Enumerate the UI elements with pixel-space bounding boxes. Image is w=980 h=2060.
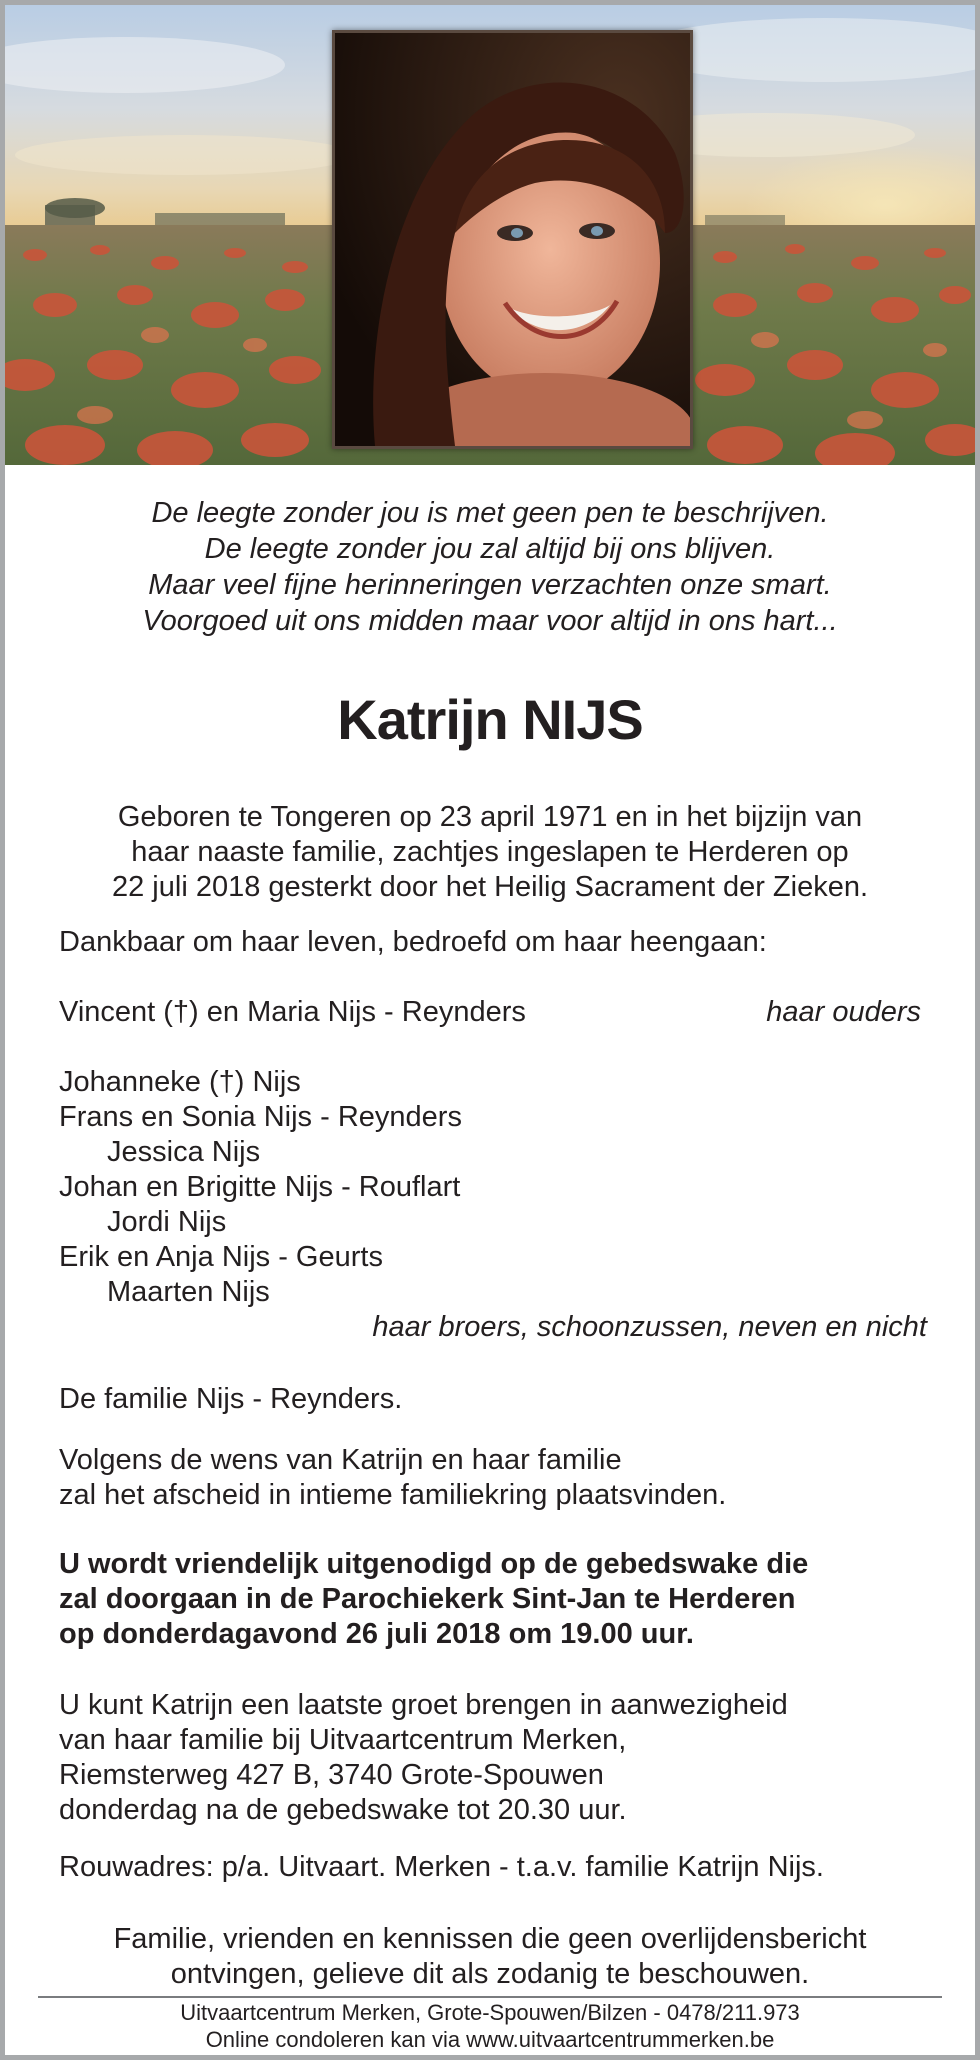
family-line: De familie Nijs - Reynders. xyxy=(59,1383,403,1415)
siblings-relation: haar broers, schoonzussen, neven en nicht xyxy=(372,1311,927,1343)
footer-divider xyxy=(38,1996,942,1998)
visitation-line: Riemsterweg 427 B, 3740 Grote-Spouwen xyxy=(59,1759,604,1791)
sibling-line: Johan en Brigitte Nijs - Rouflart xyxy=(59,1171,461,1203)
poppy-field-header-image xyxy=(5,5,975,465)
poem-line: Voorgoed uit ons midden maar voor altijd in ons hart... xyxy=(142,605,838,637)
birth-death-statement xyxy=(5,800,975,905)
siblings-section xyxy=(59,1065,929,1345)
gratitude-intro: Dankbaar om haar leven, bedroefd om haar heengaan: xyxy=(59,926,767,958)
sibling-child-line: Jessica Nijs xyxy=(107,1136,261,1168)
funeral-home-footer xyxy=(5,1999,975,2053)
wish-line: Volgens de wens van Katrijn en haar familie xyxy=(59,1444,622,1476)
statement-line: haar naaste familie, zachtjes ingeslapen te Herderen op xyxy=(131,836,849,868)
invitation-line: zal doorgaan in de Parochiekerk Sint-Jan te Herderen xyxy=(59,1583,796,1615)
statement-line: 22 juli 2018 gesterkt door het Heilig Sacrament der Zieken. xyxy=(111,871,869,903)
vigil-invitation xyxy=(59,1547,929,1652)
closing-line: Familie, vrienden en kennissen die geen overlijdensbericht xyxy=(113,1923,867,1955)
poem-line: De leegte zonder jou is met geen pen te beschrijven. xyxy=(151,497,829,529)
poem-line: De leegte zonder jou zal altijd bij ons blijven. xyxy=(204,533,776,565)
sibling-line: Erik en Anja Nijs - Geurts xyxy=(59,1241,383,1273)
visitation-line: U kunt Katrijn een laatste groet brengen in aanwezigheid xyxy=(59,1689,788,1721)
poem-line: Maar veel fijne herinneringen verzachten onze smart. xyxy=(148,569,832,601)
funeral-home-contact: Uitvaartcentrum Merken, Grote-Spouwen/Bilzen - 0478/211.973 xyxy=(180,2000,800,2025)
statement-line: Geboren te Tongeren op 23 april 1971 en in het bijzijn van xyxy=(117,801,863,833)
portrait-image xyxy=(335,33,690,446)
visitation-line: van haar familie bij Uitvaartcentrum Merken, xyxy=(59,1724,627,1756)
visitation-line: donderdag na de gebedswake tot 20.30 uur. xyxy=(59,1794,627,1826)
invitation-line: U wordt vriendelijk uitgenodigd op de gebedswake die xyxy=(59,1548,809,1580)
portrait-photo xyxy=(332,30,693,449)
invitation-line: op donderdagavond 26 juli 2018 om 19.00 uur. xyxy=(59,1618,694,1650)
parents-names: Vincent (†) en Maria Nijs - Reynders xyxy=(59,996,526,1028)
visitation-info xyxy=(59,1688,929,1828)
sibling-line: Frans en Sonia Nijs - Reynders xyxy=(59,1101,462,1133)
parents-relation: haar ouders xyxy=(766,996,921,1028)
wish-section xyxy=(59,1443,929,1513)
mourning-address: Rouwadres: p/a. Uitvaart. Merken - t.a.v. familie Katrijn Nijs. xyxy=(59,1851,824,1883)
parents-row xyxy=(59,995,929,1030)
sibling-child-line: Jordi Nijs xyxy=(107,1206,227,1238)
sibling-line: Johanneke (†) Nijs xyxy=(59,1066,301,1098)
sibling-child-line: Maarten Nijs xyxy=(107,1276,270,1308)
wish-line: zal het afscheid in intieme familiekring plaatsvinden. xyxy=(59,1479,727,1511)
online-condolence-link[interactable]: Online condoleren kan via www.uitvaartcentrummerken.be xyxy=(205,2027,775,2052)
deceased-name: Katrijn NIJS xyxy=(337,688,643,751)
parents-section xyxy=(59,995,929,1030)
closing-line: ontvingen, gelieve dit als zodanig te beschouwen. xyxy=(170,1958,810,1990)
closing-notice xyxy=(5,1922,975,1992)
poem xyxy=(5,495,975,639)
